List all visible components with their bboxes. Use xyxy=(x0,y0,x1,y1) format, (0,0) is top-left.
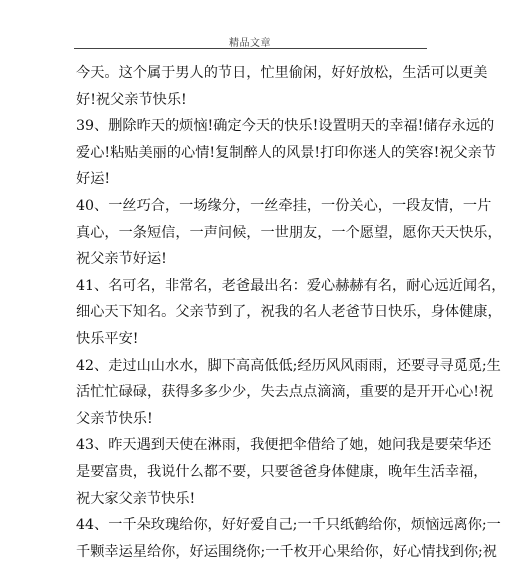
text-line: 活忙忙碌碌，获得多多少少，失去点点滴滴，重要的是开开心心!祝 xyxy=(76,384,494,401)
text-line: 39、删除昨天的烦恼!确定今天的快乐!设置明天的幸福!储存永远的 xyxy=(76,118,495,135)
text-line: 41、名可名，非常名，老爸最出名：爱心赫赫有名，耐心远近闻名， xyxy=(76,277,506,294)
text-line: 42、走过山山水水，脚下高高低低;经历风风雨雨，还要寻寻觅觅;生 xyxy=(76,357,501,374)
paragraph-44 xyxy=(76,512,501,565)
paragraph-41 xyxy=(76,273,506,353)
paragraph-43 xyxy=(76,432,492,512)
text-line: 真心，一条短信，一声问候，一世朋友，一个愿望，愿你天天快乐， xyxy=(76,224,502,241)
page-header-title: 精品文章 xyxy=(229,38,271,49)
paragraph-39 xyxy=(76,113,497,193)
text-line: 40、一丝巧合，一场缘分，一丝牵挂，一份关心，一段友情，一片 xyxy=(76,197,492,214)
header-divider xyxy=(74,48,427,49)
text-line: 是要富贵，我说什么都不要，只要爸爸身体健康，晚年生活幸福， xyxy=(76,463,488,480)
text-line: 细心天下知名。父亲节到了，祝我的名人老爸节日快乐，身体健康， xyxy=(76,304,502,321)
text-line: 快乐平安! xyxy=(76,330,139,347)
paragraph-continuation xyxy=(76,60,488,113)
text-line: 祝大家父亲节快乐! xyxy=(76,490,196,507)
text-line: 父亲节快乐! xyxy=(76,410,153,427)
text-line: 好运! xyxy=(76,171,111,188)
text-line: 好!祝父亲节快乐! xyxy=(76,91,187,108)
text-line: 44、一千朵玫瑰给你，好好爱自己;一千只纸鹤给你，烦恼远离你;一 xyxy=(76,517,501,534)
text-line: 祝父亲节好运! xyxy=(76,251,167,268)
paragraph-42 xyxy=(76,353,501,433)
article-body xyxy=(76,60,506,565)
paragraph-40 xyxy=(76,193,502,273)
text-line: 爱心!粘贴美丽的心情!复制醉人的风景!打印你迷人的笑容!祝父亲节 xyxy=(76,144,497,161)
text-line: 千颗幸运星给你，好运围绕你;一千枚开心果给你，好心情找到你;祝 xyxy=(76,543,497,560)
text-line: 43、昨天遇到天使在淋雨，我便把伞借给了她，她问我是要荣华还 xyxy=(76,437,492,454)
text-line: 今天。这个属于男人的节日，忙里偷闲，好好放松，生活可以更美 xyxy=(76,65,488,81)
